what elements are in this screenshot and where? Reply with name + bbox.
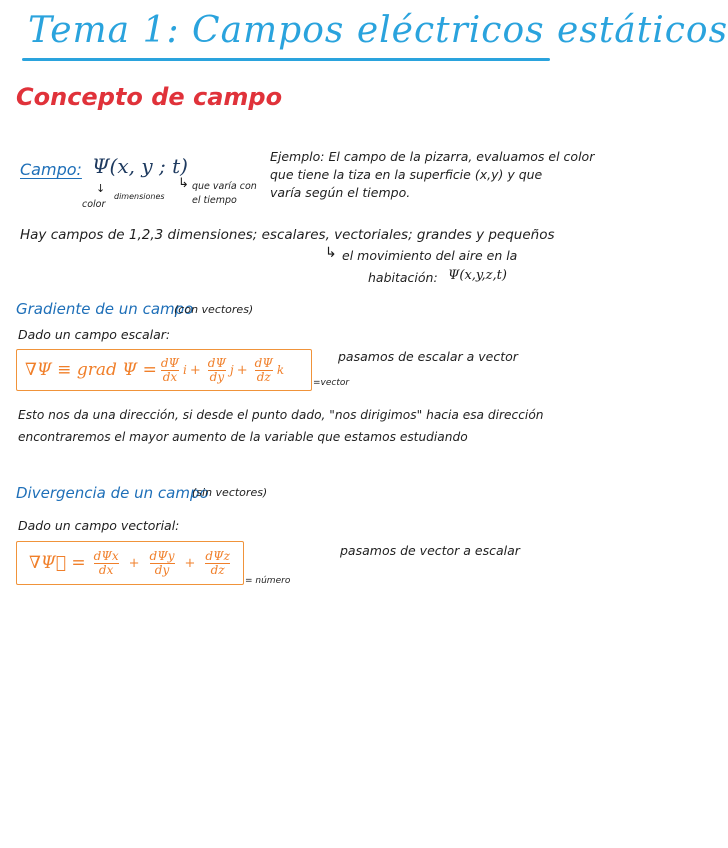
section-heading-concepto: Concepto de campo	[16, 83, 283, 111]
divergence-paren: (sin vectores)	[192, 486, 268, 499]
dims-note-line-1: el movimiento del aire en la	[342, 248, 518, 263]
fraction-y	[150, 550, 175, 577]
dims-note-expression: Ψ(x,y,z,t)	[448, 268, 507, 283]
frac-num: dΨ	[160, 355, 180, 370]
plus-sign: +	[236, 362, 248, 378]
unit-vector-k: k	[276, 363, 285, 377]
frac-num: dΨz	[205, 548, 230, 563]
frac-num: dΨ	[254, 355, 273, 370]
campo-expression: Ψ(x, y ; t)	[92, 154, 188, 178]
fraction-z	[205, 550, 230, 577]
campo-sub-dimensiones: dimensiones	[114, 192, 165, 201]
page-title: Tema 1: Campos eléctricos estáticos	[28, 10, 728, 51]
example-line-3: varía según el tiempo.	[270, 185, 411, 200]
gradient-given: Dado un campo escalar:	[18, 327, 171, 342]
plus-sign: +	[128, 555, 140, 571]
gradient-explanation	[18, 404, 544, 448]
example-line-1: Ejemplo: El campo de la pizarra, evaluamos el color	[270, 149, 595, 164]
hook-arrow-icon: ↳	[325, 245, 337, 261]
gradient-side-note: pasamos de escalar a vector	[338, 349, 518, 364]
title-underline	[22, 58, 550, 61]
divergence-given: Dado un campo vectorial:	[18, 518, 180, 533]
campo-label: Campo:	[20, 160, 82, 179]
frac-den: dy	[209, 369, 225, 384]
frac-den: dx	[98, 562, 114, 577]
divergence-result-note: = número	[245, 576, 291, 586]
gradient-expl-line-1: Esto nos da una dirección, si desde el punto dado, "nos dirigimos" hacia esa dirección	[18, 408, 544, 422]
campo-sub-tiempo: que varía con el tiempo	[192, 181, 257, 206]
frac-den: dx	[162, 369, 178, 384]
fraction-z	[255, 357, 273, 384]
frac-num: dΨx	[93, 548, 119, 563]
gradient-result-note: =vector	[313, 378, 350, 388]
dims-note-line-2: habitación:	[368, 270, 438, 285]
plus-sign: +	[184, 555, 196, 571]
gradient-formula-box	[16, 349, 312, 391]
divergence-formula-left: ∇Ψ⃗ =	[29, 553, 86, 573]
divergence-formula-box	[16, 541, 244, 585]
frac-den: dz	[210, 562, 225, 577]
gradient-paren: (con vectores)	[174, 303, 254, 316]
fraction-x	[161, 357, 179, 384]
dimensions-statement: Hay campos de 1,2,3 dimensiones; escalares, vectoriales; grandes y pequeños	[20, 227, 555, 243]
campo-example	[270, 148, 594, 202]
fraction-x	[94, 550, 119, 577]
divergence-side-note: pasamos de vector a escalar	[340, 543, 520, 558]
plus-sign: +	[189, 362, 201, 378]
arrow-down-icon: ↓	[96, 182, 106, 195]
frac-num: dΨy	[149, 548, 175, 563]
gradient-heading: Gradiente de un campo	[16, 300, 194, 318]
frac-num: dΨ	[207, 355, 227, 370]
unit-vector-j: j	[230, 363, 234, 377]
gradient-expl-line-2: encontraremos el mayor aumento de la variable que estamos estudiando	[18, 430, 468, 444]
gradient-formula-left: ∇Ψ ≡ grad Ψ =	[25, 360, 157, 380]
frac-den: dy	[154, 562, 170, 577]
example-line-2: que tiene la tiza en la superficie (x,y) y que	[270, 167, 543, 182]
curved-arrow-icon: ↳	[178, 176, 189, 191]
divergence-heading: Divergencia de un campo	[16, 484, 209, 502]
unit-vector-i: i	[183, 363, 187, 377]
frac-den: dz	[256, 369, 271, 384]
fraction-y	[208, 357, 226, 384]
campo-sub-color: color	[82, 199, 106, 210]
